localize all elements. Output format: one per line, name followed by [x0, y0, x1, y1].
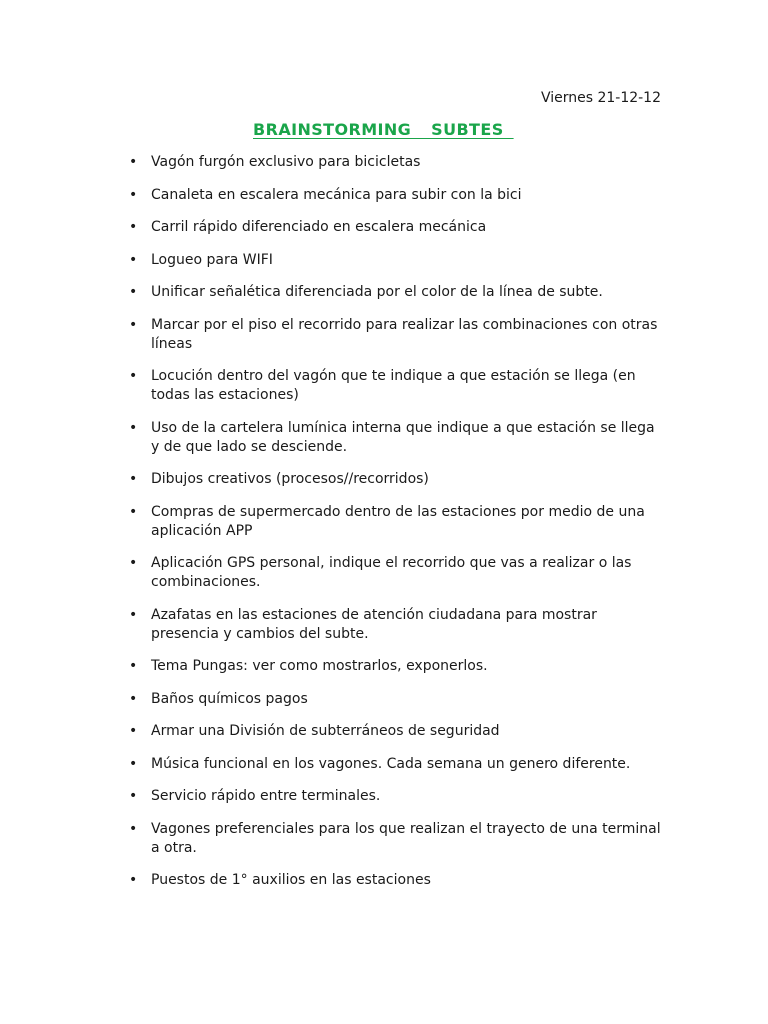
bullet-icon: •	[129, 755, 138, 772]
list-item	[0, 722, 663, 741]
document-date: Viernes 21-12-12	[540, 90, 661, 106]
list-item-text: Servicio rápido entre terminales.	[151, 788, 381, 804]
bullet-icon: •	[129, 872, 138, 888]
list-item-text: Puestos de 1° auxilios en las estaciones	[151, 872, 431, 888]
list-item	[0, 606, 663, 644]
list-item	[0, 186, 663, 205]
list-item-text: Compras de supermercado dentro de las estaciones por medio de una aplicación APP	[151, 503, 645, 539]
list-item	[0, 251, 663, 270]
list-item-text: Marcar por el piso el recorrido para realizar las combinaciones con otras líneas	[151, 316, 658, 352]
list-item	[0, 153, 663, 172]
list-item-text: Uso de la cartelera lumínica interna que indique a que estación se llega y de que lado se desciende.	[151, 419, 655, 455]
list-item	[0, 554, 663, 592]
list-item-text: Vagón furgón exclusivo para bicicletas	[151, 154, 421, 170]
bullet-icon: •	[129, 503, 138, 520]
list-item-text: Vagones preferenciales para los que realizan el trayecto de una terminal a otra.	[151, 820, 661, 856]
list-item-text: Logueo para WIFI	[151, 251, 273, 268]
list-item-text: Unificar señalética diferenciada por el color de la línea de subte.	[151, 284, 603, 300]
list-item-text: Armar una División de subterráneos de seguridad	[151, 723, 500, 739]
bullet-icon: •	[129, 820, 138, 837]
list-item	[0, 657, 663, 676]
bullet-icon: •	[129, 219, 138, 235]
bullet-icon: •	[129, 658, 138, 674]
list-item-text: Locución dentro del vagón que te indique a que estación se llega (en todas las estaciones)	[151, 368, 636, 403]
bullet-icon: •	[129, 419, 138, 436]
list-item	[0, 367, 663, 405]
brainstorm-list	[0, 153, 768, 904]
bullet-icon: •	[129, 471, 138, 487]
list-item-text: Baños químicos pagos	[151, 690, 308, 707]
bullet-icon: •	[129, 788, 138, 804]
list-item	[0, 820, 663, 858]
bullet-icon: •	[129, 368, 138, 384]
bullet-icon: •	[129, 186, 138, 203]
bullet-icon: •	[129, 555, 138, 571]
bullet-icon: •	[129, 316, 138, 333]
bullet-icon: •	[129, 690, 138, 707]
list-item	[0, 690, 663, 709]
bullet-icon: •	[129, 606, 138, 623]
list-item-text: Aplicación GPS personal, indique el recorrido que vas a realizar o las combinaciones.	[151, 555, 632, 590]
list-item	[0, 470, 663, 489]
list-item	[0, 755, 663, 774]
list-item	[0, 503, 663, 541]
list-item-text: Música funcional en los vagones. Cada semana un genero diferente.	[151, 755, 631, 772]
bullet-icon: •	[129, 154, 138, 170]
list-item-text: Tema Pungas: ver como mostrarlos, exponerlos.	[151, 658, 488, 674]
list-item	[0, 316, 663, 354]
list-item-text: Azafatas en las estaciones de atención ciudadana para mostrar presencia y cambios del subte.	[151, 606, 597, 642]
list-item-text: Dibujos creativos (procesos//recorridos)	[151, 471, 429, 487]
list-item	[0, 419, 663, 457]
bullet-icon: •	[129, 723, 138, 739]
list-item	[0, 283, 663, 302]
list-item-text: Canaleta en escalera mecánica para subir con la bici	[151, 186, 522, 203]
list-item	[0, 218, 663, 237]
bullet-icon: •	[129, 251, 138, 268]
bullet-icon: •	[129, 284, 138, 300]
document-title: BRAINSTORMING SUBTES	[253, 120, 514, 139]
list-item	[0, 787, 663, 806]
list-item-text: Carril rápido diferenciado en escalera mecánica	[151, 219, 487, 235]
list-item	[0, 871, 663, 890]
